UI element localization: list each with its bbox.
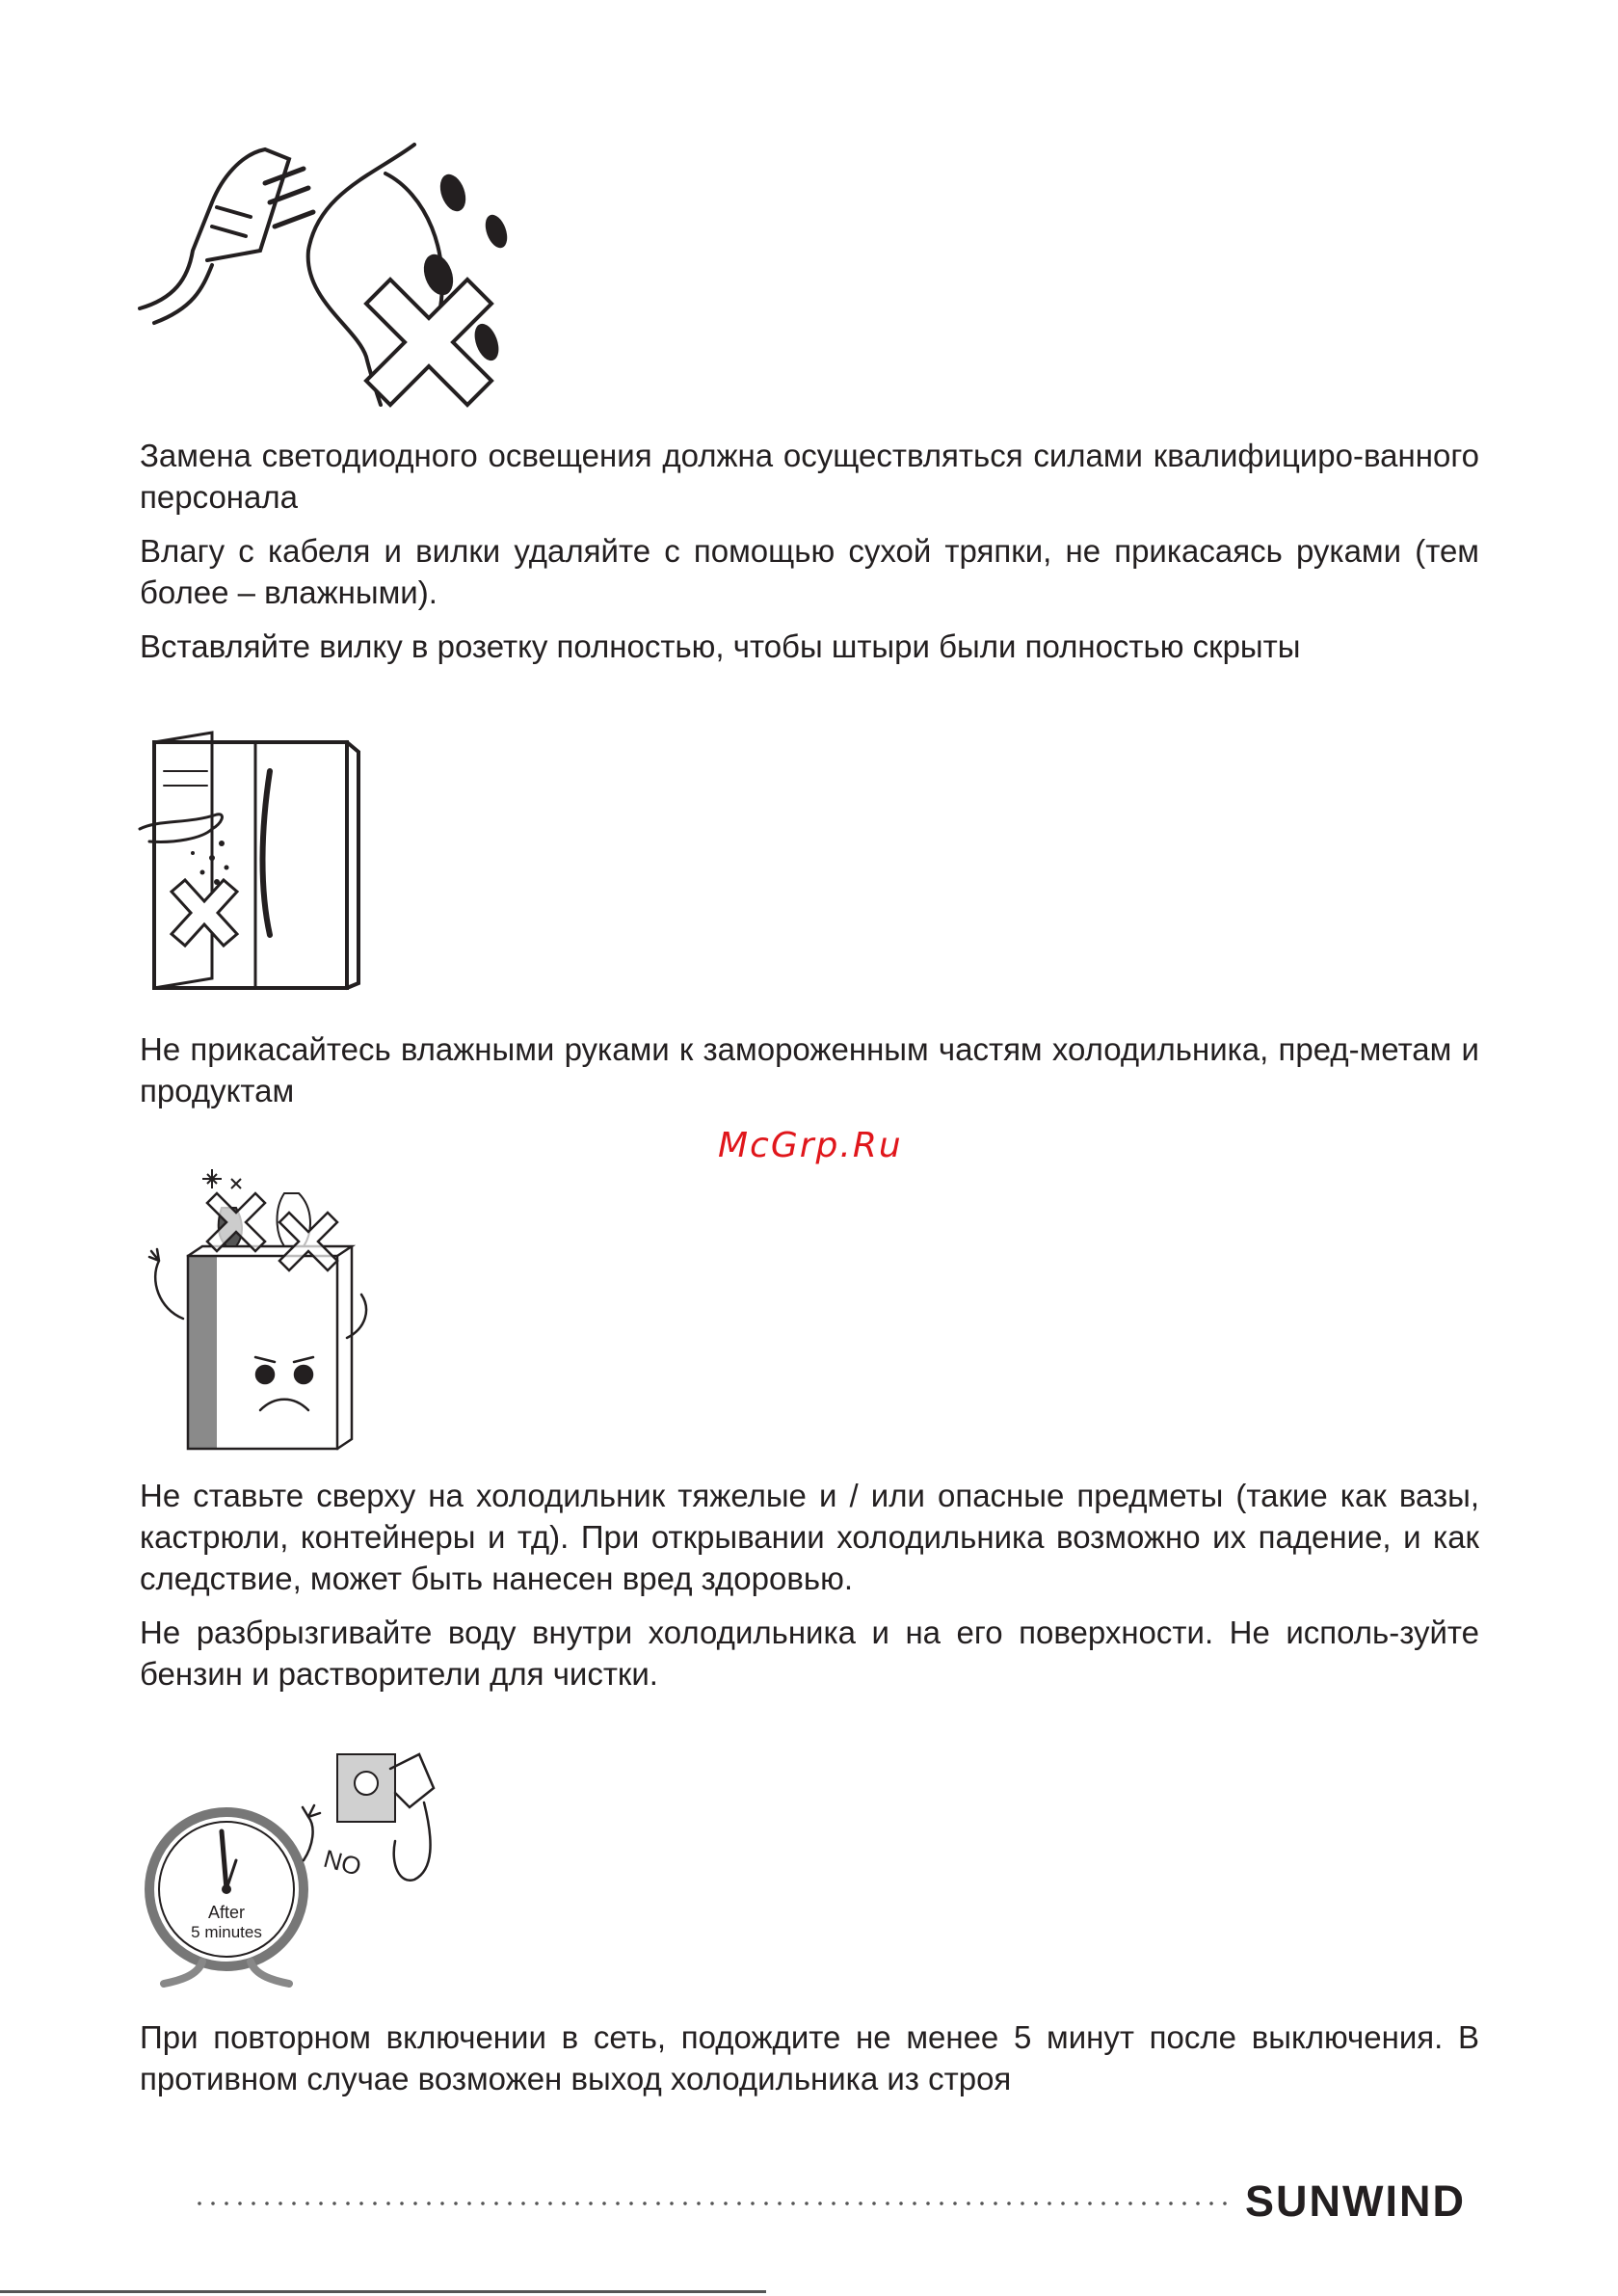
plug-moisture-illustration: [135, 135, 540, 414]
paragraph-led-replacement: Замена светодиодного освещения должна осуществляться силами квалифициро-ванного персонала: [140, 438, 1479, 515]
brand-logo: SUNWIND: [1245, 2176, 1466, 2226]
paragraph-insert-plug: Вставляйте вилку в розетку полностью, чтобы штыри были полностью скрыты: [140, 628, 1301, 664]
paragraph-reconnect: При повторном включении в сеть, подождите не менее 5 минут после выключения. В противном случае возможен выход холодильника из строя: [140, 2019, 1479, 2096]
paragraph-wet-hands: Не прикасайтесь влажными руками к замороженным частям холодильника, пред-метам и продуктам: [140, 1031, 1479, 1108]
footer-dotted-leader: [193, 2202, 1233, 2205]
no-label: NO: [320, 1843, 365, 1882]
paragraph-heavy-objects: Не ставьте сверху на холодильник тяжелые и / или опасные предметы (такие как вазы, кастрюли, контейнеры и тд). При открывании холодильника возможно их падение, и как следствие, может быть нанесен вред здоровью.: [140, 1478, 1479, 1596]
paragraph-wipe-cable: Влагу с кабеля и вилки удаляйте с помощью сухой тряпки, не прикасаясь руками (тем более – влажными).: [140, 533, 1479, 610]
watermark: McGrp.Ru: [718, 1126, 903, 1165]
fridge-wet-hand-illustration: [135, 728, 366, 998]
fridge-heavy-objects-illustration: [140, 1164, 371, 1454]
paragraph-no-spray: Не разбрызгивайте воду внутри холодильника и на его поверхности. Не исполь-зуйте бензин и растворители для чистки.: [140, 1615, 1479, 1692]
clock-text-after: After: [207, 1903, 246, 1922]
page-bottom-rule: [0, 2290, 766, 2293]
clock-socket-illustration: [145, 1735, 463, 1995]
clock-text-minutes: 5 minutes: [191, 1923, 262, 1941]
